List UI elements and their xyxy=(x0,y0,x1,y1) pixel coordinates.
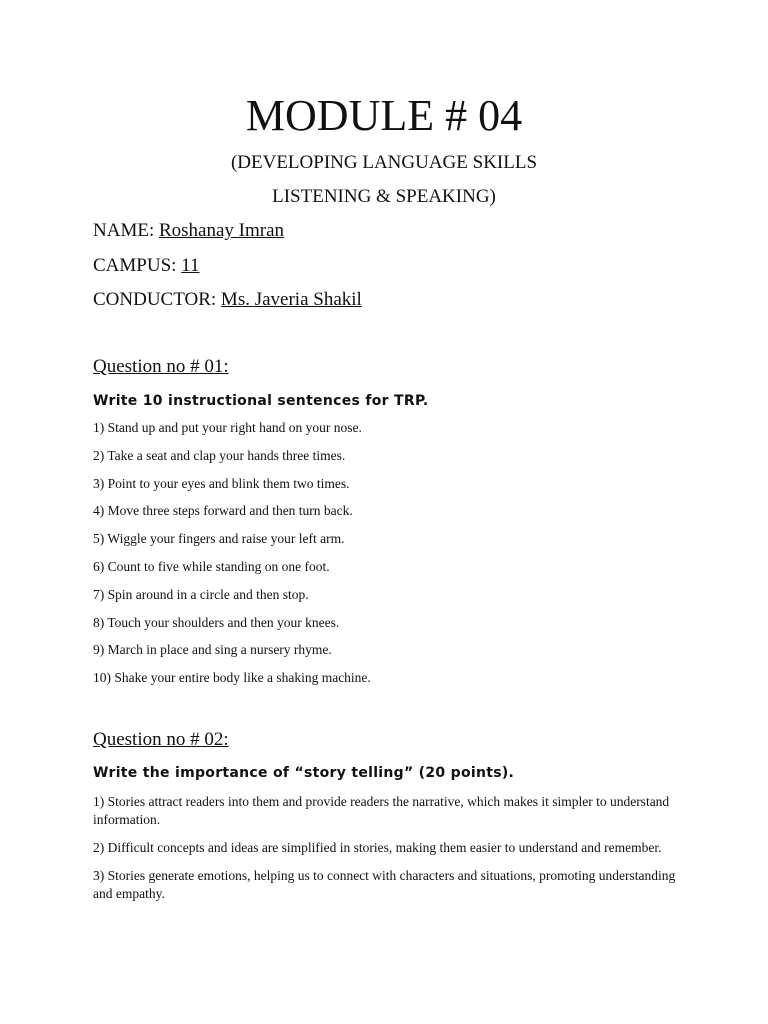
name-value: Roshanay Imran xyxy=(158,220,285,241)
name-label: NAME: xyxy=(93,220,155,241)
answer-item: 2) Take a seat and clap your hands three times. xyxy=(93,447,346,463)
question-1-answer-list xyxy=(93,419,371,697)
conductor-label: CONDUCTOR: xyxy=(93,289,217,310)
campus-value: 11 xyxy=(181,255,200,276)
question-2-answer-list xyxy=(93,793,683,913)
answer-item: 6) Count to five while standing on one foot. xyxy=(93,558,330,574)
answer-item: 3) Stories generate emotions, helping us to connect with characters and situations, promoting understanding and empathy. xyxy=(93,868,676,901)
answer-item: 5) Wiggle your fingers and raise your left arm. xyxy=(93,531,345,547)
question-1-heading: Question no # 01: xyxy=(93,356,229,377)
campus-label: CAMPUS: xyxy=(93,255,177,276)
answer-item: 10) Shake your entire body like a shaking machine. xyxy=(93,670,371,686)
question-1-prompt: Write 10 instructional sentences for TRP. xyxy=(93,393,429,409)
answer-item: 9) March in place and sing a nursery rhyme. xyxy=(93,642,332,658)
question-2-prompt: Write the importance of “story telling” (20 points). xyxy=(93,765,515,781)
campus-field xyxy=(93,254,199,278)
answer-item: 1) Stand up and put your right hand on your nose. xyxy=(93,420,362,435)
conductor-value: Ms. Javeria Shakil xyxy=(220,289,362,310)
answer-item: 2) Difficult concepts and ideas are simplified in stories, making them easier to understand and remember. xyxy=(93,840,662,855)
page-title: MODULE # 04 xyxy=(245,91,523,140)
subtitle-line-1: (DEVELOPING LANGUAGE SKILLS xyxy=(230,152,538,173)
name-field xyxy=(93,219,284,243)
subtitle-line-2: LISTENING & SPEAKING) xyxy=(272,186,496,207)
answer-item: 1) Stories attract readers into them and provide readers the narrative, which makes it simpler to understand information. xyxy=(93,794,670,827)
conductor-field xyxy=(93,288,362,312)
answer-item: 4) Move three steps forward and then turn back. xyxy=(93,503,353,519)
question-2-heading: Question no # 02: xyxy=(93,729,229,750)
answer-item: 8) Touch your shoulders and then your knees. xyxy=(93,614,340,630)
answer-item: 7) Spin around in a circle and then stop. xyxy=(93,586,309,602)
answer-item: 3) Point to your eyes and blink them two times. xyxy=(93,475,350,491)
